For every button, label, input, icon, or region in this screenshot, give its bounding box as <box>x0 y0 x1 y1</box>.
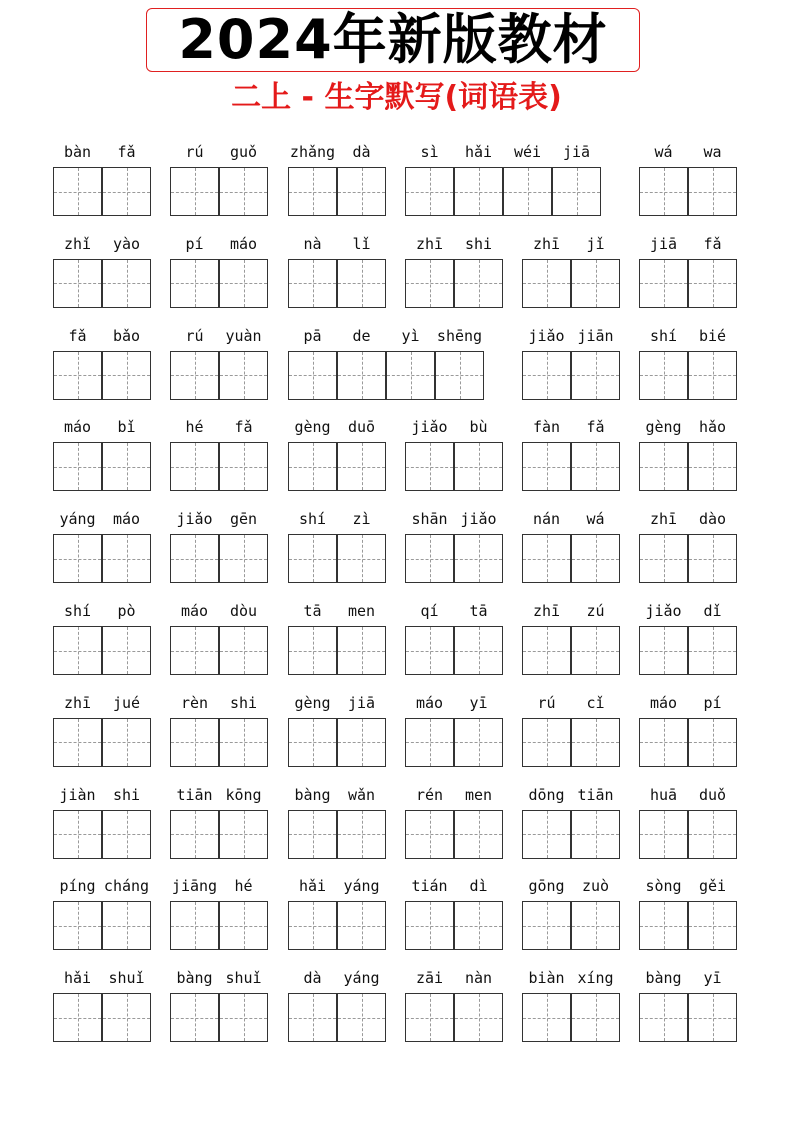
pinyin-syllable: dōng <box>528 785 565 804</box>
writing-box[interactable] <box>170 718 219 767</box>
pinyin-syllable: zuò <box>581 877 610 896</box>
writing-box[interactable] <box>337 901 386 950</box>
writing-box[interactable] <box>688 626 737 675</box>
writing-box[interactable] <box>454 442 503 491</box>
writing-box[interactable] <box>639 351 688 400</box>
writing-box[interactable] <box>405 810 454 859</box>
pinyin-syllable: fàn <box>532 418 561 437</box>
pinyin-syllable: bàng <box>294 785 331 804</box>
pinyin-syllable: dào <box>698 510 727 529</box>
pinyin-syllable: yào <box>112 234 141 253</box>
pinyin-syllable: nà <box>303 234 322 253</box>
writing-box[interactable] <box>571 718 620 767</box>
pinyin-syllable: jǐ <box>586 234 605 253</box>
writing-box[interactable] <box>219 259 268 308</box>
pinyin-syllable: rú <box>185 326 204 345</box>
pinyin-syllable: máo <box>229 234 258 253</box>
writing-box[interactable] <box>405 626 454 675</box>
writing-box[interactable] <box>405 259 454 308</box>
writing-box[interactable] <box>53 901 102 950</box>
writing-box[interactable] <box>639 718 688 767</box>
pinyin-syllable: gōng <box>528 877 565 896</box>
writing-box[interactable] <box>337 259 386 308</box>
writing-box[interactable] <box>688 534 737 583</box>
writing-box[interactable] <box>454 259 503 308</box>
pinyin-syllable: zú <box>586 602 605 620</box>
writing-box[interactable] <box>571 993 620 1042</box>
pinyin-syllable: jiā <box>562 143 591 161</box>
pinyin-syllable: yī <box>703 969 722 988</box>
pinyin-syllable: máo <box>180 602 209 620</box>
pinyin-syllable: sòng <box>645 877 682 896</box>
writing-box[interactable] <box>454 718 503 767</box>
pinyin-syllable: jiǎo <box>411 418 448 437</box>
writing-box[interactable] <box>102 993 151 1042</box>
pinyin-syllable: nán <box>532 510 561 529</box>
writing-box[interactable] <box>688 259 737 308</box>
writing-box[interactable] <box>53 351 102 400</box>
pinyin-syllable: zhī <box>532 234 561 253</box>
writing-box[interactable] <box>688 993 737 1042</box>
writing-box[interactable] <box>219 810 268 859</box>
pinyin-syllable: dì <box>469 877 488 896</box>
writing-box[interactable] <box>522 810 571 859</box>
writing-box[interactable] <box>639 534 688 583</box>
writing-box[interactable] <box>170 626 219 675</box>
pinyin-syllable: fǎ <box>703 234 722 253</box>
writing-box[interactable] <box>639 442 688 491</box>
writing-box[interactable] <box>522 993 571 1042</box>
pinyin-syllable: tiān <box>577 785 614 804</box>
writing-box[interactable] <box>522 259 571 308</box>
pinyin-syllable: tián <box>411 877 448 896</box>
pinyin-syllable: shuǐ <box>225 969 262 988</box>
writing-box[interactable] <box>571 626 620 675</box>
writing-box[interactable] <box>53 810 102 859</box>
writing-box[interactable] <box>288 351 337 400</box>
pinyin-syllable: sì <box>420 143 439 161</box>
pinyin-syllable: gèng <box>294 418 331 437</box>
writing-box[interactable] <box>53 442 102 491</box>
pinyin-syllable: dòu <box>229 602 258 620</box>
pinyin-syllable: zhǎng <box>289 143 336 161</box>
writing-box[interactable] <box>454 626 503 675</box>
writing-box[interactable] <box>53 534 102 583</box>
pinyin-syllable: duō <box>347 418 376 437</box>
writing-box[interactable] <box>571 901 620 950</box>
writing-box[interactable] <box>522 534 571 583</box>
writing-box[interactable] <box>571 442 620 491</box>
pinyin-syllable: rén <box>415 785 444 804</box>
pinyin-syllable: cháng <box>103 877 150 896</box>
writing-box[interactable] <box>639 993 688 1042</box>
pinyin-syllable: bǐ <box>117 418 136 437</box>
pinyin-syllable: pí <box>703 693 722 712</box>
writing-box[interactable] <box>571 534 620 583</box>
pinyin-syllable: jiā <box>347 693 376 712</box>
pinyin-syllable: gèng <box>645 418 682 437</box>
pinyin-syllable: zhī <box>415 234 444 253</box>
writing-box[interactable] <box>522 351 571 400</box>
pinyin-syllable: duǒ <box>698 785 727 804</box>
pinyin-syllable: qí <box>420 602 439 620</box>
pinyin-syllable: tiān <box>176 785 213 804</box>
writing-box[interactable] <box>454 901 503 950</box>
pinyin-syllable: gěi <box>698 877 727 896</box>
pinyin-syllable: shí <box>649 326 678 345</box>
pinyin-syllable: jué <box>112 693 141 712</box>
writing-box[interactable] <box>454 167 503 216</box>
pinyin-syllable: máo <box>649 693 678 712</box>
pinyin-syllable: pí <box>185 234 204 253</box>
writing-box[interactable] <box>688 351 737 400</box>
writing-box[interactable] <box>639 901 688 950</box>
pinyin-syllable: men <box>347 602 376 620</box>
writing-box[interactable] <box>571 351 620 400</box>
writing-box[interactable] <box>170 993 219 1042</box>
pinyin-syllable: shān <box>411 510 448 529</box>
writing-box[interactable] <box>688 167 737 216</box>
writing-box[interactable] <box>522 626 571 675</box>
writing-box[interactable] <box>688 442 737 491</box>
writing-box[interactable] <box>688 810 737 859</box>
writing-box[interactable] <box>337 167 386 216</box>
writing-box[interactable] <box>337 718 386 767</box>
writing-box[interactable] <box>522 442 571 491</box>
writing-box[interactable] <box>639 626 688 675</box>
writing-box[interactable] <box>102 718 151 767</box>
pinyin-syllable: guǒ <box>229 143 258 161</box>
writing-box[interactable] <box>405 167 454 216</box>
writing-box[interactable] <box>639 167 688 216</box>
writing-box[interactable] <box>288 901 337 950</box>
writing-box[interactable] <box>219 993 268 1042</box>
page-subtitle: 二上 - 生字默写(词语表) <box>231 80 562 115</box>
pinyin-syllable: wá <box>586 510 605 529</box>
writing-box[interactable] <box>53 167 102 216</box>
writing-box[interactable] <box>102 534 151 583</box>
pinyin-syllable: huā <box>649 785 678 804</box>
writing-box[interactable] <box>170 259 219 308</box>
writing-box[interactable] <box>53 993 102 1042</box>
writing-box[interactable] <box>503 167 552 216</box>
pinyin-syllable: jiǎo <box>528 326 565 345</box>
writing-box[interactable] <box>102 351 151 400</box>
pinyin-syllable: tā <box>303 602 322 620</box>
pinyin-syllable: rèn <box>180 693 209 712</box>
pinyin-syllable: shi <box>112 785 141 804</box>
writing-box[interactable] <box>337 626 386 675</box>
pinyin-syllable: biàn <box>528 969 565 988</box>
writing-box[interactable] <box>454 993 503 1042</box>
pinyin-syllable: shi <box>464 234 493 253</box>
pinyin-syllable: rú <box>185 143 204 161</box>
pinyin-syllable: zhī <box>63 693 92 712</box>
pinyin-syllable: jiǎo <box>176 510 213 529</box>
pinyin-syllable: fǎ <box>586 418 605 437</box>
writing-box[interactable] <box>337 993 386 1042</box>
writing-box[interactable] <box>337 810 386 859</box>
pinyin-syllable: wa <box>703 143 722 161</box>
pinyin-syllable: gēn <box>229 510 258 529</box>
pinyin-syllable: jiǎo <box>645 602 682 620</box>
pinyin-syllable: yì <box>401 326 420 345</box>
pinyin-syllable: dà <box>352 143 371 161</box>
pinyin-syllable: hǎi <box>298 877 327 896</box>
writing-box[interactable] <box>386 351 435 400</box>
writing-box[interactable] <box>337 351 386 400</box>
pinyin-syllable: máo <box>63 418 92 437</box>
pinyin-syllable: fǎ <box>117 143 136 161</box>
pinyin-syllable: pā <box>303 326 322 345</box>
pinyin-syllable: rú <box>537 693 556 712</box>
writing-box[interactable] <box>170 901 219 950</box>
pinyin-syllable: yuàn <box>225 326 262 345</box>
pinyin-syllable: jiān <box>577 326 614 345</box>
pinyin-syllable: pò <box>117 602 136 620</box>
pinyin-syllable: bié <box>698 326 727 345</box>
pinyin-syllable: men <box>464 785 493 804</box>
pinyin-syllable: bù <box>469 418 488 437</box>
writing-box[interactable] <box>102 167 151 216</box>
writing-box[interactable] <box>405 534 454 583</box>
pinyin-syllable: jiàn <box>59 785 96 804</box>
pinyin-syllable: zhī <box>649 510 678 529</box>
writing-box[interactable] <box>53 259 102 308</box>
writing-box[interactable] <box>522 901 571 950</box>
writing-box[interactable] <box>288 259 337 308</box>
pinyin-syllable: xíng <box>577 969 614 988</box>
pinyin-syllable: hé <box>185 418 204 437</box>
writing-box[interactable] <box>688 718 737 767</box>
writing-box[interactable] <box>170 351 219 400</box>
pinyin-syllable: lǐ <box>352 234 371 253</box>
writing-box[interactable] <box>571 259 620 308</box>
pinyin-syllable: shuǐ <box>108 969 145 988</box>
writing-box[interactable] <box>219 718 268 767</box>
pinyin-syllable: bàng <box>645 969 682 988</box>
writing-box[interactable] <box>405 901 454 950</box>
pinyin-syllable: hé <box>234 877 253 896</box>
writing-box[interactable] <box>454 810 503 859</box>
pinyin-syllable: de <box>352 326 371 345</box>
pinyin-syllable: shi <box>229 693 258 712</box>
pinyin-syllable: wéi <box>513 143 542 161</box>
writing-box[interactable] <box>639 810 688 859</box>
pinyin-syllable: jiā <box>649 234 678 253</box>
pinyin-syllable: yáng <box>343 877 380 896</box>
writing-box[interactable] <box>219 626 268 675</box>
pinyin-syllable: máo <box>415 693 444 712</box>
pinyin-syllable: máo <box>112 510 141 529</box>
writing-box[interactable] <box>435 351 484 400</box>
writing-box[interactable] <box>170 442 219 491</box>
writing-box[interactable] <box>552 167 601 216</box>
writing-box[interactable] <box>288 626 337 675</box>
writing-box[interactable] <box>405 993 454 1042</box>
writing-box[interactable] <box>288 534 337 583</box>
writing-box[interactable] <box>639 259 688 308</box>
writing-box[interactable] <box>337 442 386 491</box>
pinyin-syllable: dà <box>303 969 322 988</box>
pinyin-syllable: zhǐ <box>63 234 92 253</box>
pinyin-syllable: nàn <box>464 969 493 988</box>
writing-box[interactable] <box>219 442 268 491</box>
pinyin-syllable: shēng <box>436 326 483 345</box>
writing-box[interactable] <box>288 167 337 216</box>
pinyin-syllable: yáng <box>343 969 380 988</box>
pinyin-syllable: bǎo <box>112 326 141 345</box>
writing-box[interactable] <box>219 534 268 583</box>
writing-box[interactable] <box>53 626 102 675</box>
pinyin-syllable: shí <box>298 510 327 529</box>
pinyin-syllable: tā <box>469 602 488 620</box>
pinyin-syllable: bàn <box>63 143 92 161</box>
writing-box[interactable] <box>288 810 337 859</box>
pinyin-syllable: zāi <box>415 969 444 988</box>
pinyin-syllable: cǐ <box>586 693 605 712</box>
pinyin-syllable: jiāng <box>171 877 218 896</box>
writing-box[interactable] <box>102 442 151 491</box>
writing-box[interactable] <box>102 259 151 308</box>
writing-box[interactable] <box>102 626 151 675</box>
pinyin-syllable: zhī <box>532 602 561 620</box>
writing-box[interactable] <box>522 718 571 767</box>
pinyin-syllable: dǐ <box>703 602 722 620</box>
pinyin-syllable: wá <box>654 143 673 161</box>
pinyin-syllable: kōng <box>225 785 262 804</box>
writing-box[interactable] <box>219 167 268 216</box>
writing-box[interactable] <box>288 442 337 491</box>
writing-box[interactable] <box>102 901 151 950</box>
writing-box[interactable] <box>102 810 151 859</box>
pinyin-syllable: fǎ <box>68 326 87 345</box>
pinyin-syllable: shí <box>63 602 92 620</box>
pinyin-syllable: hǎo <box>698 418 727 437</box>
pinyin-syllable: zì <box>352 510 371 529</box>
writing-box[interactable] <box>571 810 620 859</box>
writing-box[interactable] <box>288 993 337 1042</box>
pinyin-syllable: wǎn <box>347 785 376 804</box>
pinyin-syllable: yī <box>469 693 488 712</box>
pinyin-syllable: jiǎo <box>460 510 497 529</box>
writing-box[interactable] <box>337 534 386 583</box>
writing-box[interactable] <box>405 718 454 767</box>
writing-box[interactable] <box>405 442 454 491</box>
pinyin-syllable: píng <box>59 877 96 896</box>
writing-box[interactable] <box>288 718 337 767</box>
pinyin-syllable: fǎ <box>234 418 253 437</box>
writing-box[interactable] <box>219 351 268 400</box>
pinyin-syllable: gèng <box>294 693 331 712</box>
writing-box[interactable] <box>170 167 219 216</box>
writing-box[interactable] <box>53 718 102 767</box>
pinyin-syllable: hǎi <box>63 969 92 988</box>
writing-box[interactable] <box>219 901 268 950</box>
pinyin-syllable: yáng <box>59 510 96 529</box>
writing-box[interactable] <box>688 901 737 950</box>
writing-box[interactable] <box>170 534 219 583</box>
writing-box[interactable] <box>454 534 503 583</box>
writing-box[interactable] <box>170 810 219 859</box>
page-title: 2024年新版教材 <box>178 8 608 71</box>
pinyin-syllable: hǎi <box>464 143 493 161</box>
pinyin-syllable: bàng <box>176 969 213 988</box>
